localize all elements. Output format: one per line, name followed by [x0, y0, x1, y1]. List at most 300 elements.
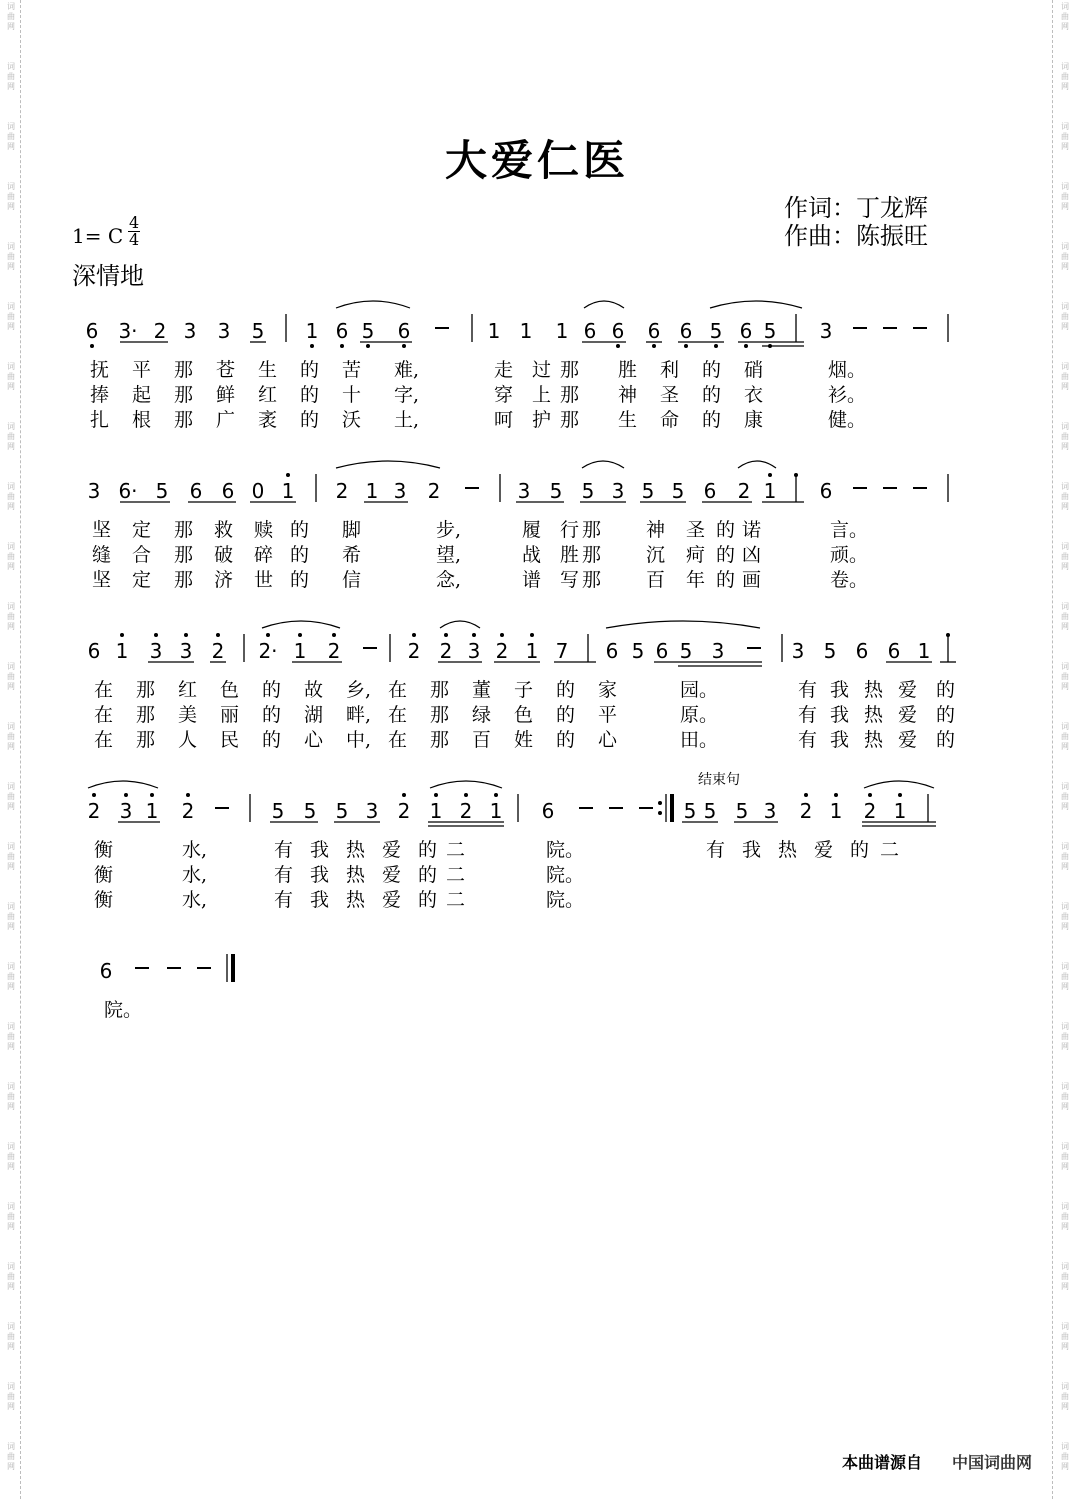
slur [336, 301, 410, 308]
octave-dot-above [412, 633, 416, 637]
slur [440, 621, 480, 628]
octave-dot-below [652, 344, 656, 348]
lyric-char: 院。 [546, 889, 585, 911]
watermark-glyphs: 词 曲 网 [7, 302, 15, 331]
note: 6 [397, 319, 411, 343]
lyric-char: 脚 [342, 519, 362, 541]
lyric-char: 的 [556, 729, 576, 751]
note: 1 [489, 799, 503, 823]
lyric-char: 的 [262, 679, 282, 701]
lyric-char: 年 [686, 569, 706, 591]
note: 6 [605, 639, 619, 663]
octave-dot-above [92, 793, 96, 797]
lyric-char: 董 [472, 679, 492, 701]
octave-dot-above [184, 633, 188, 637]
lyric-char: 的 [716, 569, 736, 591]
lyric-char: 行 [560, 519, 580, 541]
note: 1 [487, 319, 501, 343]
note: 1 [115, 639, 129, 663]
note: 6 [541, 799, 555, 823]
octave-dot-above [804, 793, 808, 797]
octave-dot-above [150, 793, 154, 797]
octave-dot-above [834, 793, 838, 797]
watermark-glyphs: 词 曲 网 [7, 362, 15, 391]
note: 3 [217, 319, 231, 343]
lyric-char: 百 [472, 729, 492, 751]
lyric-char: 有 [274, 839, 294, 861]
lyric-char: 的 [290, 569, 310, 591]
watermark-glyphs: 词 曲 网 [1061, 62, 1069, 91]
lyric-char: 红 [178, 679, 198, 701]
lyric-char: 的 [702, 409, 722, 431]
lyric-char: 画 [742, 569, 762, 591]
watermark-glyphs: 词 曲 网 [7, 242, 15, 271]
watermark-glyphs: 词 曲 网 [7, 1142, 15, 1171]
watermark-glyphs: 词 曲 网 [7, 602, 15, 631]
lyric-char: 生 [618, 409, 638, 431]
octave-dot-above [216, 633, 220, 637]
lyric-char: 有 [274, 889, 294, 911]
note: 1 [519, 319, 533, 343]
watermark-glyphs: 词 曲 网 [1061, 362, 1069, 391]
lyric-char: 那 [560, 384, 580, 406]
lyric-char: 抚 [90, 359, 110, 381]
lyric-char: 二 [446, 839, 466, 861]
lyric-char: 色 [220, 679, 240, 701]
lyric-char: 子 [514, 679, 534, 701]
watermark-glyphs: 词 曲 网 [7, 902, 15, 931]
lyric-char: 院。 [104, 999, 143, 1021]
note: 5 [335, 799, 349, 823]
lyric-char: 字, [394, 384, 420, 406]
watermark-glyphs: 词 曲 网 [7, 1022, 15, 1051]
note: 6 [703, 479, 717, 503]
lyric-char: 水, [182, 839, 208, 861]
note: 3· [118, 319, 138, 343]
octave-dot-above [530, 633, 534, 637]
lyric-char: 土, [394, 409, 420, 431]
note: 5 [303, 799, 317, 823]
lyric-char: 坚 [92, 519, 112, 541]
lyric-char: 十 [342, 384, 362, 406]
watermark-glyphs: 词 曲 网 [7, 782, 15, 811]
lyric-char: 在 [388, 729, 408, 751]
lyric-char: 康 [744, 409, 764, 431]
lyric-char: 健。 [828, 409, 867, 431]
lyric-char: 我 [830, 679, 850, 701]
lyric-char: 胜 [560, 544, 580, 566]
note: 5 [703, 799, 717, 823]
lyric-char: 难, [394, 359, 420, 381]
lyric-char: 的 [850, 839, 870, 861]
note: 5 [155, 479, 169, 503]
lyric-char: 沃 [342, 409, 362, 431]
lyric-char: 圣 [686, 519, 706, 541]
note: 2 [439, 639, 453, 663]
lyric-char: 人 [178, 729, 198, 751]
note: 6 [739, 319, 753, 343]
lyric-char: 那 [430, 679, 450, 701]
lyric-char: 爱 [814, 839, 834, 861]
octave-dot-above [472, 633, 476, 637]
watermark-glyphs: 词 曲 网 [7, 62, 15, 91]
note: 5 [709, 319, 723, 343]
watermark-glyphs: 词 曲 网 [7, 2, 15, 31]
octave-dot-below [340, 344, 344, 348]
lyric-char: 苦 [342, 359, 362, 381]
note: 0 [251, 479, 265, 503]
lyric-char: 卷。 [830, 569, 869, 591]
lyric-char: 希 [342, 544, 362, 566]
note: 1 [763, 479, 777, 503]
lyric-char: 的 [290, 544, 310, 566]
note: 2 [799, 799, 813, 823]
lyric-char: 那 [136, 729, 156, 751]
note: 3 [365, 799, 379, 823]
note: 3 [183, 319, 197, 343]
watermark-glyphs: 词 曲 网 [1061, 1262, 1069, 1291]
watermark-glyphs: 词 曲 网 [7, 1082, 15, 1111]
watermark-glyphs: 词 曲 网 [7, 182, 15, 211]
lyric-char: 穿 [494, 384, 514, 406]
time-signature-top: 4 [129, 213, 140, 232]
octave-dot-below [366, 344, 370, 348]
lyric-char: 履 [522, 519, 542, 541]
lyric-char: 的 [418, 864, 438, 886]
lyricist-credit: 作词：丁龙辉 [784, 194, 928, 222]
note: 1 [365, 479, 379, 503]
lyric-char: 绿 [472, 704, 492, 726]
lyric-char: 的 [556, 704, 576, 726]
lyric-char: 圣 [660, 384, 680, 406]
lyric-char: 红 [258, 384, 278, 406]
lyric-char: 走 [494, 359, 514, 381]
lyric-char: 呵 [494, 409, 514, 431]
lyric-char: 苍 [216, 359, 236, 381]
note: 6 [85, 319, 99, 343]
lyric-char: 那 [174, 359, 194, 381]
lyric-char: 那 [174, 519, 194, 541]
octave-dot-above [266, 633, 270, 637]
lyric-char: 田。 [680, 729, 719, 751]
lyric-char: 有 [274, 864, 294, 886]
lyric-char: 念, [436, 569, 462, 591]
lyric-char: 在 [94, 704, 114, 726]
lyric-char: 根 [132, 409, 152, 431]
note: 6 [887, 639, 901, 663]
watermark-glyphs: 词 曲 网 [7, 482, 15, 511]
note: 3 [711, 639, 725, 663]
lyric-char: 那 [136, 679, 156, 701]
lyric-char: 那 [136, 704, 156, 726]
lyric-char: 信 [342, 569, 362, 591]
repeat-dot [658, 801, 662, 805]
lyric-char: 中, [346, 729, 372, 751]
lyric-char: 赎 [254, 519, 274, 541]
lyric-char: 爱 [898, 729, 918, 751]
note: 1 [281, 479, 295, 503]
watermark-glyphs: 词 曲 网 [1061, 542, 1069, 571]
octave-dot-below [90, 344, 94, 348]
slur [262, 621, 340, 628]
octave-dot-above [186, 793, 190, 797]
note: 6 [647, 319, 661, 343]
lyric-char: 的 [300, 359, 320, 381]
lyric-char: 神 [618, 384, 638, 406]
note: 1 [893, 799, 907, 823]
octave-dot-above [444, 633, 448, 637]
key-signature: 1= C [72, 224, 124, 248]
lyric-char: 望, [436, 544, 462, 566]
lyric-char: 的 [418, 839, 438, 861]
note: 1 [145, 799, 159, 823]
octave-dot-above [402, 793, 406, 797]
lyric-char: 热 [346, 839, 366, 861]
lyric-char: 我 [742, 839, 762, 861]
repeat-dot [658, 811, 662, 815]
lyric-char: 护 [532, 409, 552, 431]
note: 6 [99, 959, 113, 983]
note: 2 [407, 639, 421, 663]
lyric-char: 爱 [898, 704, 918, 726]
lyric-char: 神 [646, 519, 666, 541]
octave-dot-above [494, 793, 498, 797]
lyric-char: 顽。 [830, 544, 869, 566]
lyric-char: 热 [864, 704, 884, 726]
lyric-char: 爱 [382, 889, 402, 911]
watermark-glyphs: 词 曲 网 [1061, 1142, 1069, 1171]
octave-dot-above [500, 633, 504, 637]
lyric-char: 的 [716, 544, 736, 566]
lyric-char: 心 [598, 729, 618, 751]
watermark-glyphs: 词 曲 网 [1061, 1322, 1069, 1351]
watermark-glyphs: 词 曲 网 [1061, 122, 1069, 151]
lyric-char: 言。 [830, 519, 869, 541]
watermark-glyphs: 词 曲 网 [1061, 182, 1069, 211]
watermark-glyphs: 词 曲 网 [7, 422, 15, 451]
lyric-char: 凶 [742, 544, 762, 566]
lyric-char: 的 [418, 889, 438, 911]
watermark-glyphs: 词 曲 网 [7, 662, 15, 691]
note: 2 [397, 799, 411, 823]
octave-dot-above [868, 793, 872, 797]
lyric-char: 衡 [94, 889, 114, 911]
octave-dot-below [744, 344, 748, 348]
lyric-char: 的 [300, 409, 320, 431]
watermark-glyphs: 词 曲 网 [7, 1382, 15, 1411]
lyric-char: 在 [94, 729, 114, 751]
octave-dot-above [298, 633, 302, 637]
lyric-char: 上 [532, 384, 552, 406]
octave-dot-above [286, 473, 290, 477]
slur [336, 461, 440, 468]
octave-dot-above [946, 633, 950, 637]
slur [606, 621, 760, 628]
watermark-glyphs: 词 曲 网 [1061, 842, 1069, 871]
note: 3 [149, 639, 163, 663]
lyric-char: 破 [214, 544, 234, 566]
octave-dot-below [310, 344, 314, 348]
note: 3 [611, 479, 625, 503]
note: 5 [361, 319, 375, 343]
watermark-glyphs: 词 曲 网 [1061, 1022, 1069, 1051]
octave-dot-below [402, 344, 406, 348]
watermark-glyphs: 词 曲 网 [1061, 962, 1069, 991]
octave-dot-above [898, 793, 902, 797]
note: 3 [517, 479, 531, 503]
watermark-glyphs: 词 曲 网 [7, 122, 15, 151]
lyric-char: 畔, [346, 704, 372, 726]
octave-dot-above [464, 793, 468, 797]
octave-dot-above [794, 473, 798, 477]
note: 6 [221, 479, 235, 503]
watermark-glyphs: 词 曲 网 [1061, 602, 1069, 631]
lyric-char: 我 [310, 889, 330, 911]
watermark-glyphs: 词 曲 网 [7, 842, 15, 871]
note: 3 [467, 639, 481, 663]
lyric-char: 起 [132, 384, 152, 406]
footer-source-prefix: 本曲谱源自 [842, 1453, 923, 1472]
slur [582, 461, 624, 468]
note: 3 [179, 639, 193, 663]
lyric-char: 姓 [514, 729, 534, 751]
note: 6 [819, 479, 833, 503]
lyric-char: 救 [214, 519, 234, 541]
lyric-char: 那 [582, 569, 602, 591]
note: 1 [525, 639, 539, 663]
lyric-char: 原。 [680, 704, 719, 726]
lyric-char: 乡, [346, 679, 372, 701]
lyric-char: 百 [646, 569, 666, 591]
lyric-char: 过 [532, 359, 552, 381]
lyric-char: 心 [304, 729, 324, 751]
note: 2 [459, 799, 473, 823]
lyric-char: 坚 [92, 569, 112, 591]
octave-dot-below [616, 344, 620, 348]
lyric-char: 在 [94, 679, 114, 701]
note: 1 [917, 639, 931, 663]
lyric-char: 世 [254, 569, 274, 591]
watermark-glyphs: 词 曲 网 [1061, 1202, 1069, 1231]
lyric-char: 在 [388, 679, 408, 701]
watermark-glyphs: 词 曲 网 [1061, 1442, 1069, 1471]
lyric-char: 合 [132, 544, 152, 566]
note: 1 [829, 799, 843, 823]
note: 2 [327, 639, 341, 663]
lyric-char: 院。 [546, 839, 585, 861]
lyric-char: 二 [446, 864, 466, 886]
lyric-char: 院。 [546, 864, 585, 886]
note: 6 [583, 319, 597, 343]
note: 2· [258, 639, 278, 663]
note: 6 [87, 639, 101, 663]
lyric-char: 捧 [90, 384, 110, 406]
lyric-char: 爱 [898, 679, 918, 701]
octave-dot-above [154, 633, 158, 637]
lyric-char: 有 [798, 704, 818, 726]
ending-label: 结束句 [698, 772, 740, 788]
footer-source-site: 中国词曲网 [952, 1453, 1033, 1472]
lyric-char: 爱 [382, 864, 402, 886]
note: 7 [555, 639, 569, 663]
lyric-char: 沉 [646, 544, 666, 566]
slur [430, 781, 502, 788]
lyric-char: 那 [174, 384, 194, 406]
lyric-char: 定 [132, 519, 152, 541]
note: 5 [631, 639, 645, 663]
watermark-glyphs: 词 曲 网 [1061, 1082, 1069, 1111]
lyric-char: 步, [436, 519, 462, 541]
note: 1 [293, 639, 307, 663]
lyric-char: 我 [830, 729, 850, 751]
lyric-char: 鲜 [216, 384, 236, 406]
note: 6 [655, 639, 669, 663]
watermark-glyphs: 词 曲 网 [1061, 2, 1069, 31]
watermark-glyphs: 词 曲 网 [7, 962, 15, 991]
lyric-char: 衣 [744, 384, 764, 406]
lyric-char: 园。 [680, 679, 719, 701]
note: 2 [181, 799, 195, 823]
lyric-char: 二 [446, 889, 466, 911]
note: 3 [763, 799, 777, 823]
slur [88, 781, 158, 788]
lyric-char: 那 [582, 519, 602, 541]
lyric-char: 的 [702, 384, 722, 406]
lyric-char: 衡 [94, 864, 114, 886]
lyric-char: 缝 [92, 544, 112, 566]
note: 5 [641, 479, 655, 503]
lyric-char: 那 [174, 409, 194, 431]
lyric-char: 平 [132, 359, 152, 381]
lyric-char: 家 [598, 679, 618, 701]
note: 2 [863, 799, 877, 823]
lyric-char: 的 [262, 704, 282, 726]
watermark-glyphs: 词 曲 网 [1061, 302, 1069, 331]
lyric-char: 定 [132, 569, 152, 591]
note: 2 [427, 479, 441, 503]
note: 6 [189, 479, 203, 503]
lyric-char: 的 [936, 729, 956, 751]
note: 5 [763, 319, 777, 343]
lyric-char: 那 [582, 544, 602, 566]
lyric-char: 故 [304, 679, 324, 701]
slur [864, 781, 934, 788]
octave-dot-above [124, 793, 128, 797]
watermark-glyphs: 词 曲 网 [1061, 722, 1069, 751]
lyric-char: 有 [706, 839, 726, 861]
lyric-char: 烟。 [828, 359, 867, 381]
lyric-char: 平 [598, 704, 618, 726]
lyric-char: 有 [798, 729, 818, 751]
lyric-char: 的 [300, 384, 320, 406]
note: 3 [819, 319, 833, 343]
lyric-char: 湖 [304, 704, 324, 726]
lyric-char: 衡 [94, 839, 114, 861]
lyric-char: 在 [388, 704, 408, 726]
lyric-char: 广 [216, 409, 236, 431]
note: 5 [271, 799, 285, 823]
lyric-char: 扎 [90, 409, 110, 431]
note: 6 [335, 319, 349, 343]
lyric-char: 那 [174, 544, 194, 566]
lyric-char: 衫。 [828, 384, 867, 406]
note: 5 [549, 479, 563, 503]
note: 5 [823, 639, 837, 663]
lyric-char: 写 [560, 569, 580, 591]
watermark-glyphs: 词 曲 网 [7, 542, 15, 571]
slur [710, 301, 802, 308]
lyric-char: 战 [522, 544, 542, 566]
